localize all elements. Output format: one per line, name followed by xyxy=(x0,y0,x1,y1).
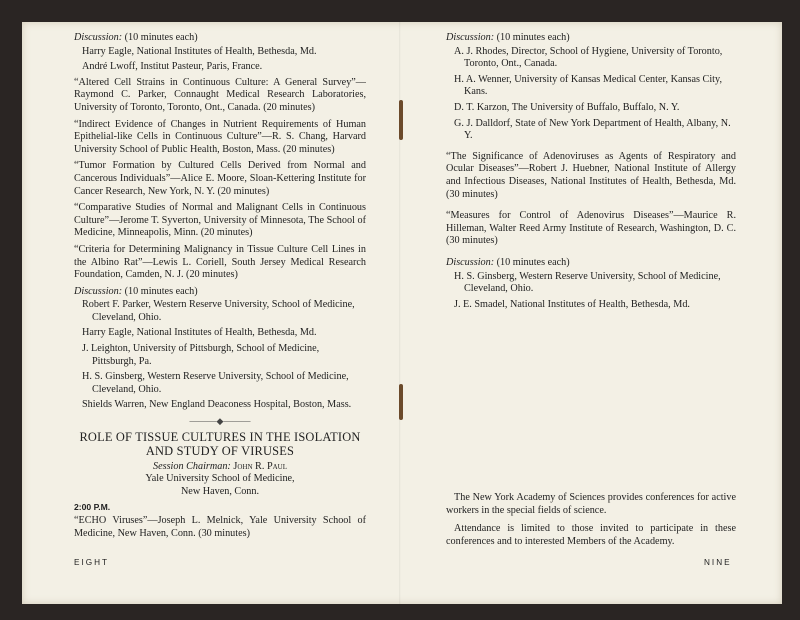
academy-note-conferences: The New York Academy of Sciences provides conferences for active workers in the special fields of science. xyxy=(446,492,736,516)
left-page xyxy=(74,32,366,544)
staple-bottom xyxy=(399,384,403,420)
session-time: 2:00 P.M. xyxy=(74,502,111,513)
discussant: André Lwoff, Institut Pasteur, Paris, France. xyxy=(82,61,263,73)
paper-entry: “Measures for Control of Adenovirus Diseases”—Maurice R. Hilleman, Walter Reed Army Institute of Research, Washington, D. C. (30 minutes) xyxy=(446,210,736,247)
page-number-right: NINE xyxy=(704,558,732,567)
discussant: Harry Eagle, National Institutes of Health, Bethesda, Md. xyxy=(82,45,317,57)
discussant: J. Leighton, University of Pittsburgh, School of Medicine, Pittsburgh, Pa. xyxy=(82,343,320,367)
discussant: J. E. Smadel, National Institutes of Health, Bethesda, Md. xyxy=(454,298,690,310)
paper-entry: “The Significance of Adenoviruses as Agents of Respiratory and Ocular Diseases”—Robert J. Huebner, National Institute of Allergy and Infectious Diseases, National Institutes of Health, Bethesda, Md. (30 minutes) xyxy=(446,150,736,200)
page-number-left: EIGHT xyxy=(74,558,110,567)
discussion-heading: Discussion: (10 minutes each) xyxy=(74,285,198,297)
paper-entry: “Criteria for Determining Malignancy in Tissue Culture Cell Lines in the Albino Rat”—Lewis L. Coriell, South Jersey Medical Research Foundation, Camden, N. J. (20 minutes) xyxy=(74,243,366,281)
discussant: H. S. Ginsberg, Western Reserve University, School of Medicine, Cleveland, Ohio. xyxy=(82,371,349,395)
paper-entry: “Tumor Formation by Cultured Cells Derived from Normal and Cancerous Individuals”—Alice E. Moore, Sloan-Kettering Institute for Cancer Research, New York, N. Y. (20 minutes) xyxy=(74,160,366,197)
discussant: Shields Warren, New England Deaconess Hospital, Boston, Mass. xyxy=(82,399,352,411)
paper-entry: “Comparative Studies of Normal and Malignant Cells in Continuous Culture”—Jerome T. Syverton, University of Minnesota, The School of Medicine, Minneapolis, Minn. (20 minutes) xyxy=(74,202,366,239)
discussant: G. J. Dalldorf, State of New York Department of Health, Albany, N. Y. xyxy=(454,117,731,142)
academy-note-attendance: Attendance is limited to those invited to participate in these conferences and to interested Members of the Academy. xyxy=(446,523,736,547)
discussant: Harry Eagle, National Institutes of Health, Bethesda, Md. xyxy=(82,327,317,339)
discussant: D. T. Karzon, The University of Buffalo, Buffalo, N. Y. xyxy=(454,101,680,113)
section-divider-ornament: ———◆——— xyxy=(189,416,251,427)
session-chairman: Session Chairman: John R. Paul xyxy=(153,460,287,472)
discussant: Robert F. Parker, Western Reserve University, School of Medicine, Cleveland, Ohio. xyxy=(82,299,355,323)
paper-entry: “Indirect Evidence of Changes in Nutrient Requirements of Human Epithelial-like Cells in Continuous Culture”—R. S. Chang, Harvard University School of Public Health, Boston, Mass. (20 minutes) xyxy=(74,118,366,155)
discussion-heading: Discussion: (10 minutes each) xyxy=(446,32,570,43)
discussant: H. A. Wenner, University of Kansas Medical Center, Kansas City, Kans. xyxy=(454,73,722,98)
discussion-heading: Discussion: (10 minutes each) xyxy=(446,256,570,268)
academy-note xyxy=(446,492,736,554)
staple-top xyxy=(399,100,403,140)
paper-entry: “ECHO Viruses”—Joseph L. Melnick, Yale University School of Medicine, New Haven, Conn. (30 minutes) xyxy=(74,515,366,539)
chair-affiliation: Yale University School of Medicine, xyxy=(145,473,295,485)
discussion-heading: Discussion: (10 minutes each) xyxy=(74,32,198,43)
chair-affiliation: New Haven, Conn. xyxy=(180,485,260,497)
discussant: A. J. Rhodes, Director, School of Hygiene, University of Toronto, Toronto, Ont., Canada. xyxy=(454,45,723,70)
session-title: ROLE OF TISSUE CULTURES IN THE ISOLATION AND STUDY OF VIRUSES xyxy=(79,429,361,459)
paper-entry: “Altered Cell Strains in Continuous Culture: A General Survey”—Raymond C. Parker, Connaught Medical Research Laboratories, University of Toronto, Toronto, Ont., Canada. (20 minutes) xyxy=(74,76,366,113)
right-page xyxy=(446,32,736,314)
discussant: H. S. Ginsberg, Western Reserve University, School of Medicine, Cleveland, Ohio. xyxy=(454,270,721,295)
